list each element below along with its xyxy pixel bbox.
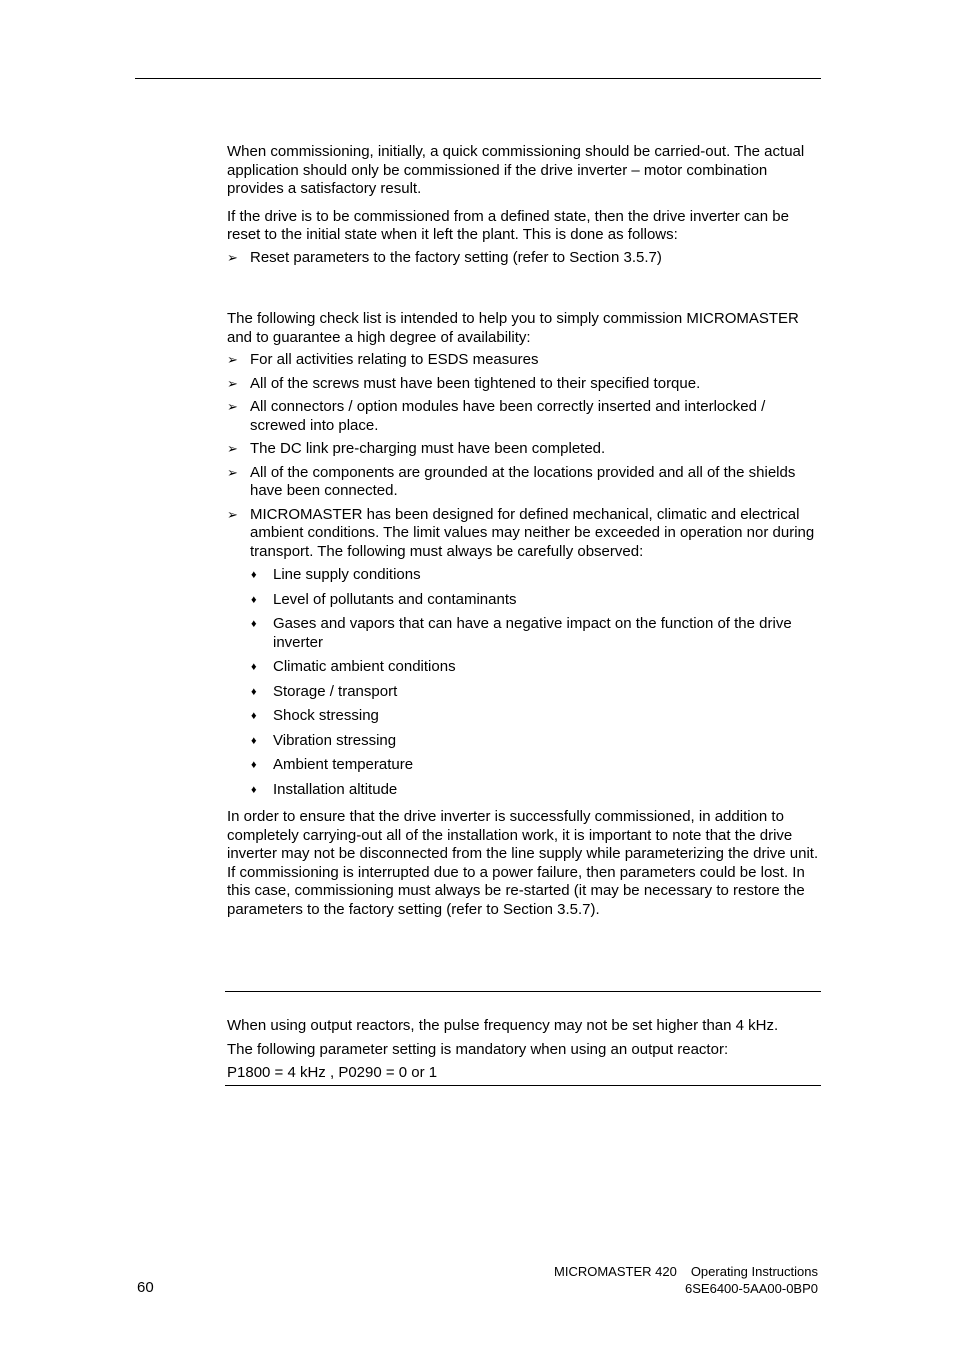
list-item <box>227 398 819 435</box>
diamond-bullet-icon: ♦ <box>251 759 257 771</box>
diamond-bullet-icon: ♦ <box>251 569 257 581</box>
diamond-bullet-icon: ♦ <box>251 685 257 698</box>
page-number: 60 <box>137 1279 154 1296</box>
footer-doc-type: Operating Instructions <box>690 1264 818 1279</box>
arrow-bullet-icon: ➢ <box>227 506 238 522</box>
diamond-bullet-icon: ♦ <box>251 710 257 722</box>
list-item-text: All of the components are grounded at the locations provided and all of the shields have been connected. <box>250 463 796 499</box>
sub-list-item-text: Installation altitude <box>273 780 398 798</box>
list-item-text: All of the screws must have been tightened to their specified torque. <box>250 374 701 392</box>
list-item <box>227 506 819 562</box>
list-item <box>227 375 819 394</box>
diamond-bullet-icon: ♦ <box>251 734 257 747</box>
diamond-bullet-icon: ♦ <box>251 618 257 630</box>
diamond-bullet-icon: ♦ <box>251 661 257 673</box>
sub-list-item <box>227 615 819 652</box>
diamond-bullet-icon: ♦ <box>251 593 257 606</box>
checklist-closing: In order to ensure that the drive inverter is successfully commissioned, in addition to completely carrying-out all of the installation work, it is important to note that the drive inverter may not be disconnected from the line supply while parameterizing the drive unit. If commissioning is interrupted due to a power failure, then parameters could be lost. In this case, commissioning must always be re-started (it may be necessary to restore the parameters to the factory setting (refer to Section 3.5.7). <box>227 808 819 918</box>
list-item-text: For all activities relating to ESDS measures <box>250 351 539 368</box>
arrow-bullet-icon: ➢ <box>227 464 238 480</box>
intro-paragraph-1: When commissioning, initially, a quick commissioning should be carried-out. The actual application should only be commissioned if the drive inverter – motor combination provides a satisfactory result. <box>227 143 805 197</box>
sub-list-item-text: Line supply conditions <box>273 566 421 583</box>
list-item-text: Reset parameters to the factory setting (refer to Section 3.5.7) <box>250 248 662 266</box>
sub-list-item-text: Gases and vapors that can have a negative impact on the function of the drive inverter <box>273 615 792 651</box>
header-rule <box>135 78 821 79</box>
sub-list-item-text: Level of pollutants and contaminants <box>273 590 517 608</box>
arrow-bullet-icon: ➢ <box>227 399 238 414</box>
list-item-text: All connectors / option modules have been correctly inserted and interlocked / screwed into place. <box>250 398 766 434</box>
list-item <box>227 249 819 268</box>
note-box <box>225 991 821 1086</box>
sub-list-item-text: Vibration stressing <box>273 731 397 749</box>
arrow-bullet-icon: ➢ <box>227 249 238 265</box>
list-item-text: MICROMASTER has been designed for defined mechanical, climatic and electrical ambient conditions. The limit values may neither be exceeded in operation nor during transport. The following must always be carefully observed: <box>250 505 815 560</box>
sub-list-item <box>227 732 819 751</box>
sub-list-item <box>227 707 819 726</box>
arrow-bullet-icon: ➢ <box>227 441 238 456</box>
sub-list-item-text: Storage / transport <box>273 682 398 700</box>
sub-list-item <box>227 566 819 585</box>
note-line-2: The following parameter setting is mandatory when using an output reactor: <box>227 1040 729 1058</box>
arrow-bullet-icon: ➢ <box>227 352 238 367</box>
list-item <box>227 351 819 370</box>
sub-list-item-text: Climatic ambient conditions <box>273 658 456 675</box>
sub-list-item <box>227 683 819 702</box>
list-item <box>227 440 819 459</box>
footer-product: MICROMASTER 420 <box>554 1264 677 1279</box>
list-item-text: The DC link pre-charging must have been completed. <box>250 440 606 457</box>
note-line-3: P1800 = 4 kHz , P0290 = 0 or 1 <box>227 1064 438 1081</box>
sub-list-item <box>227 781 819 800</box>
arrow-bullet-icon: ➢ <box>227 375 238 391</box>
sub-list-item-text: Ambient temperature <box>273 756 414 773</box>
main-content <box>227 143 819 928</box>
checklist-intro: The following check list is intended to help you to simply commission MICROMASTER and to guarantee a high degree of availability: <box>227 310 799 346</box>
sub-list-item-text: Shock stressing <box>273 707 379 724</box>
note-line-1: When using output reactors, the pulse frequency may not be set higher than 4 kHz. <box>227 1017 779 1034</box>
footer-order-number: 6SE6400-5AA00-0BP0 <box>685 1280 818 1296</box>
diamond-bullet-icon: ♦ <box>251 783 257 796</box>
sub-list-item <box>227 591 819 610</box>
sub-list-item <box>227 756 819 775</box>
intro-paragraph-2: If the drive is to be commissioned from a defined state, then the drive inverter can be reset to the initial state when it left the plant. This is done as follows: <box>227 207 789 243</box>
sub-list-item <box>227 658 819 677</box>
list-item <box>227 464 819 501</box>
footer-info <box>554 1264 818 1297</box>
